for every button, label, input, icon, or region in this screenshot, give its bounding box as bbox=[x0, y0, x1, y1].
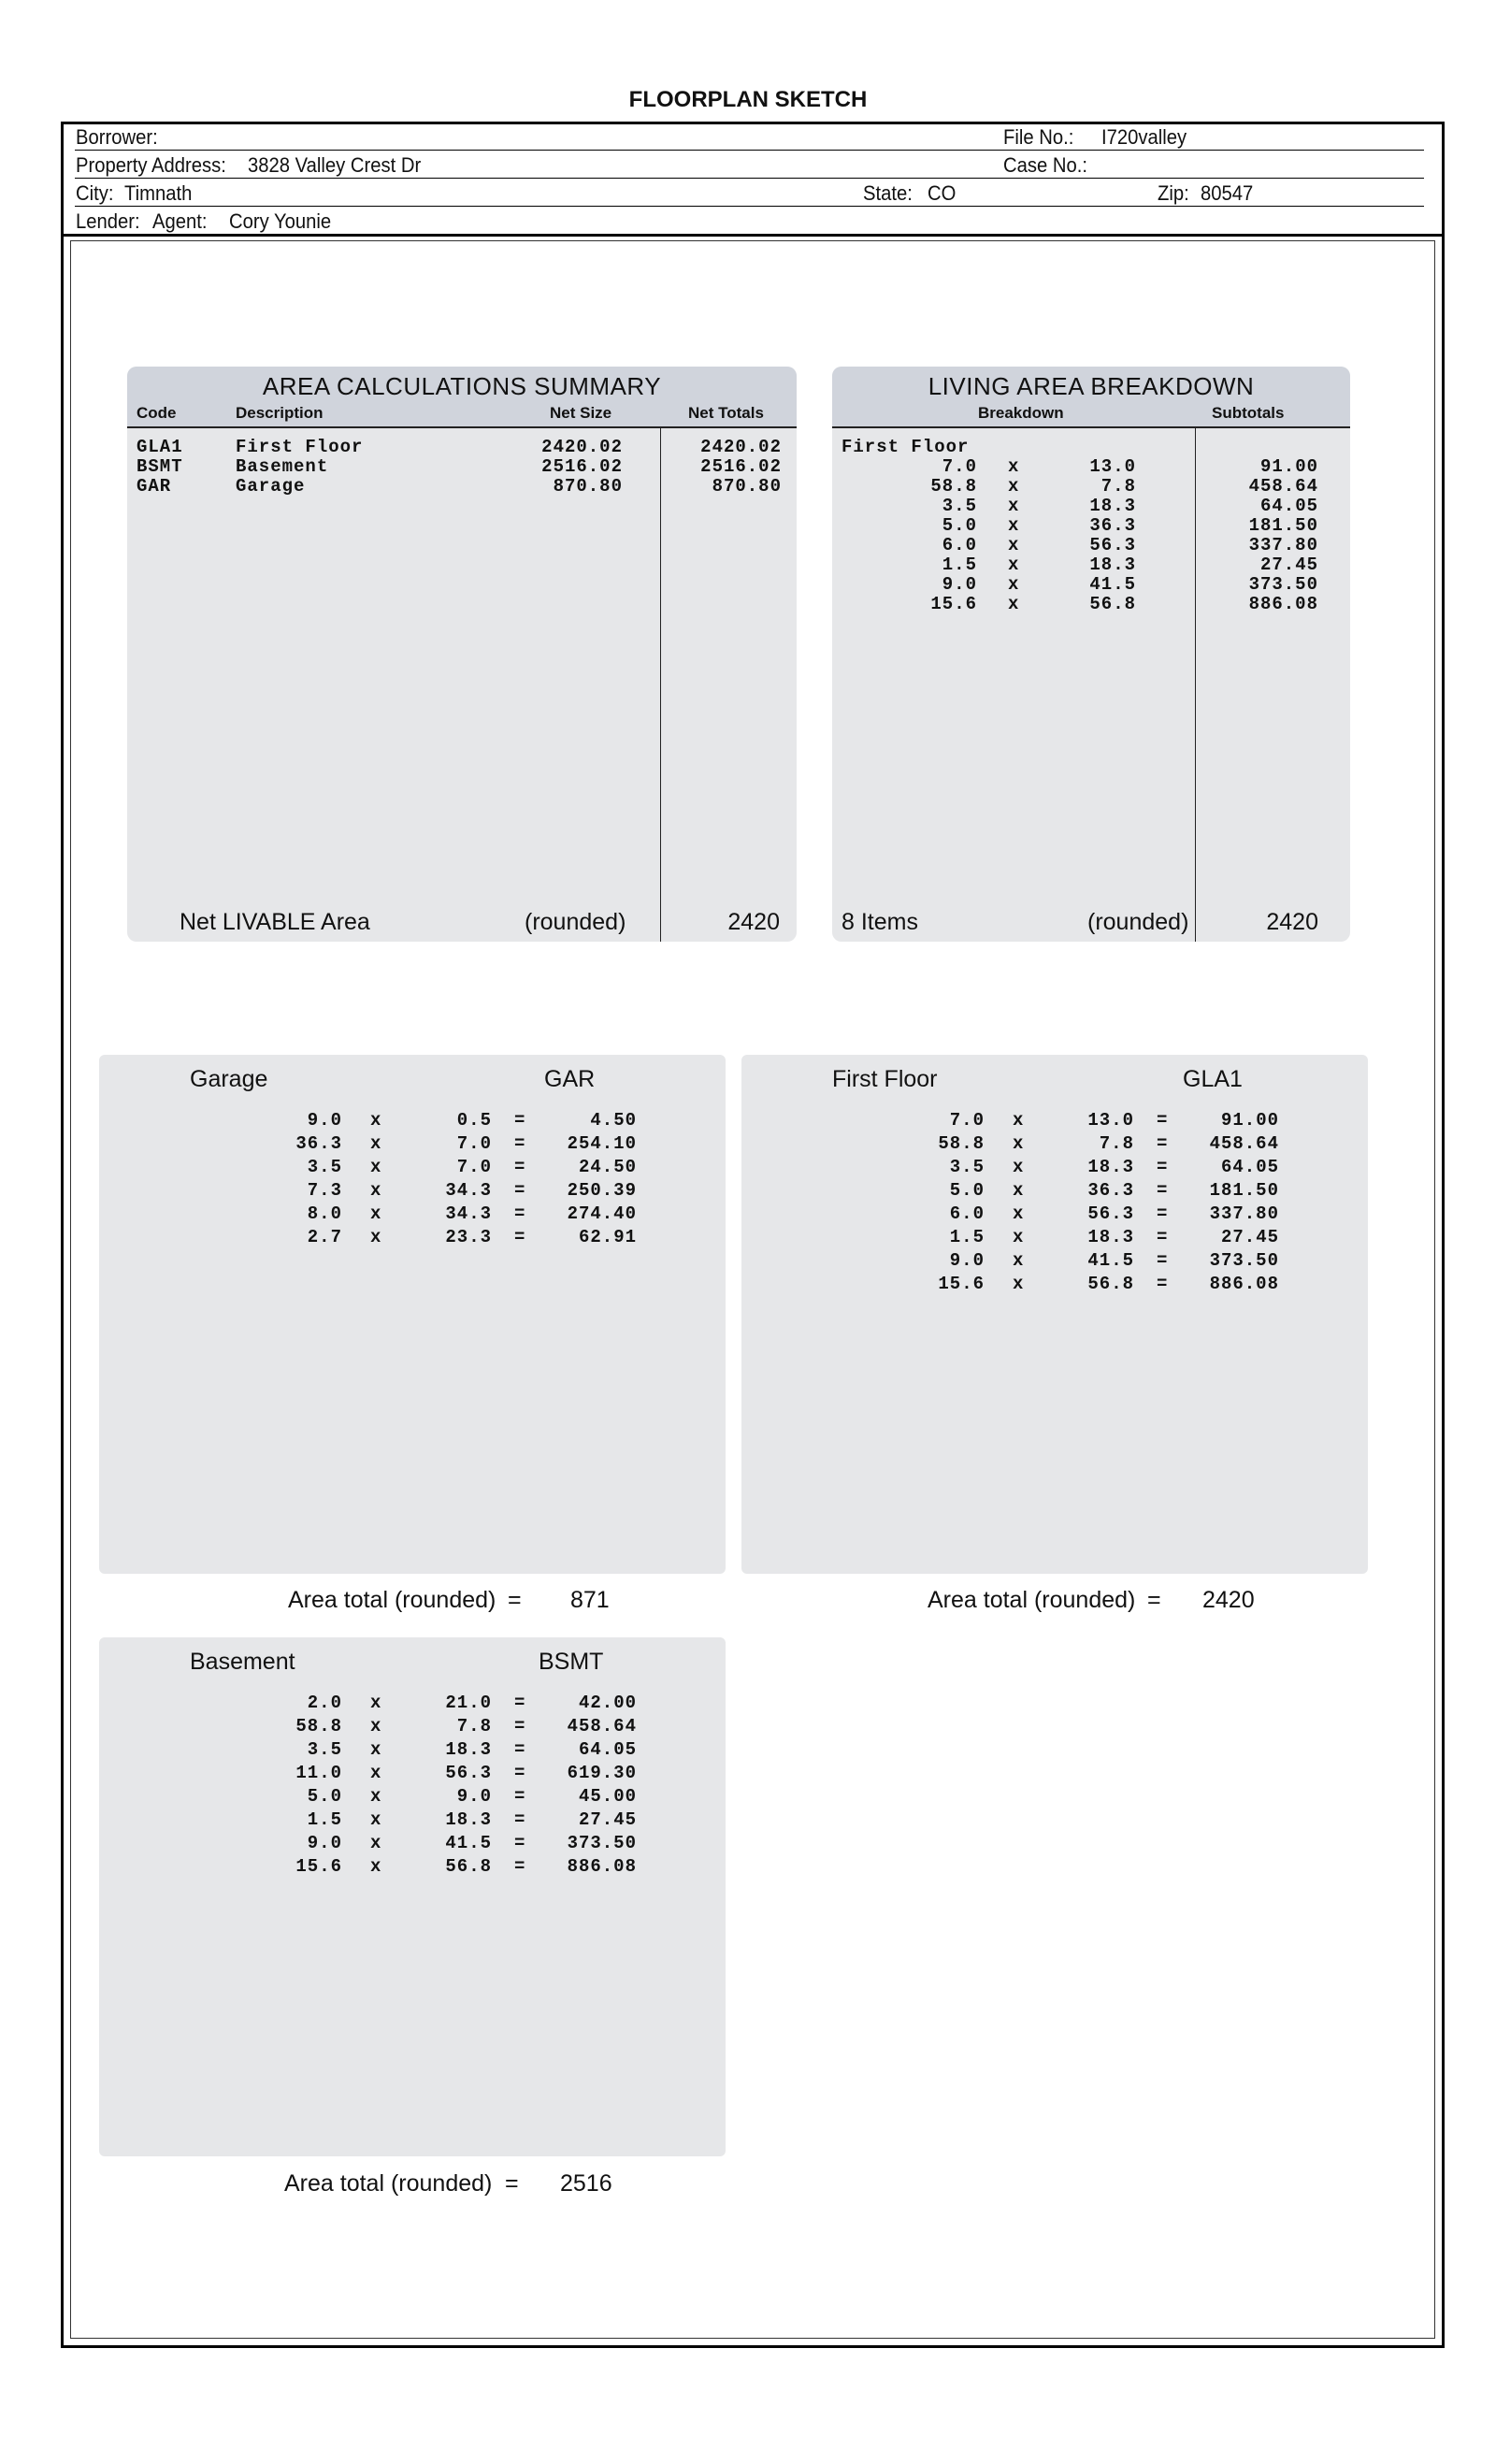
calc-equals: = bbox=[514, 1809, 526, 1830]
summary-row-net-size: 2516.02 bbox=[541, 456, 623, 477]
col-code: Code bbox=[137, 404, 177, 422]
calc-dim-b: 7.8 bbox=[1099, 1133, 1134, 1154]
calc-equals: = bbox=[514, 1203, 526, 1224]
breakdown-section-label: First Floor bbox=[842, 437, 970, 457]
col-net-totals: Net Totals bbox=[688, 404, 764, 422]
calc-times: x bbox=[1013, 1250, 1025, 1271]
calc-result: 64.05 bbox=[578, 1739, 637, 1760]
calc-equals: = bbox=[1157, 1274, 1169, 1294]
area-total-equals: = bbox=[508, 1587, 522, 1613]
calc-dim-a: 9.0 bbox=[307, 1833, 342, 1853]
calc-dim-a: 5.0 bbox=[949, 1180, 985, 1201]
breakdown-subtotal: 181.50 bbox=[1248, 515, 1318, 536]
calc-equals: = bbox=[514, 1716, 526, 1736]
breakdown-dim-a: 3.5 bbox=[942, 496, 977, 516]
summary-row-net-total: 2516.02 bbox=[700, 456, 782, 477]
calc-dim-a: 3.5 bbox=[949, 1157, 985, 1177]
area-total-equals: = bbox=[1147, 1587, 1161, 1613]
calc-equals: = bbox=[514, 1157, 526, 1177]
summary-row-net-size: 2420.02 bbox=[541, 437, 623, 457]
calc-dim-b: 9.0 bbox=[456, 1786, 492, 1807]
calc-dim-b: 7.0 bbox=[456, 1157, 492, 1177]
calc-result: 254.10 bbox=[567, 1133, 637, 1154]
file-no-label: File No.: bbox=[1003, 125, 1074, 149]
area-total-label: Area total (rounded) bbox=[284, 2170, 493, 2197]
lender-label: Lender: bbox=[76, 209, 140, 233]
header-rule bbox=[75, 178, 1424, 179]
calc-dim-a: 58.8 bbox=[295, 1716, 342, 1736]
breakdown-subtotal: 458.64 bbox=[1248, 476, 1318, 497]
calc-result: 62.91 bbox=[578, 1227, 637, 1247]
breakdown-times: x bbox=[1008, 476, 1020, 497]
calc-times: x bbox=[370, 1856, 382, 1877]
area-name: First Floor bbox=[832, 1066, 938, 1092]
calc-times: x bbox=[1013, 1133, 1025, 1154]
calc-times: x bbox=[370, 1180, 382, 1201]
breakdown-dim-a: 58.8 bbox=[930, 476, 977, 497]
calc-equals: = bbox=[1157, 1157, 1169, 1177]
panel-title: AREA CALCULATIONS SUMMARY bbox=[262, 372, 662, 400]
breakdown-dim-b: 18.3 bbox=[1089, 496, 1136, 516]
calc-dim-a: 36.3 bbox=[295, 1133, 342, 1154]
breakdown-times: x bbox=[1008, 555, 1020, 575]
breakdown-subtotal: 373.50 bbox=[1248, 574, 1318, 595]
calc-times: x bbox=[370, 1716, 382, 1736]
calc-times: x bbox=[1013, 1203, 1025, 1224]
breakdown-dim-b: 18.3 bbox=[1089, 555, 1136, 575]
calc-result: 64.05 bbox=[1220, 1157, 1279, 1177]
calc-dim-a: 5.0 bbox=[307, 1786, 342, 1807]
zip-label: Zip: bbox=[1158, 181, 1189, 205]
area-code: GAR bbox=[544, 1066, 596, 1092]
area-total-value: 2420 bbox=[1202, 1587, 1255, 1613]
breakdown-times: x bbox=[1008, 594, 1020, 614]
column-divider bbox=[1195, 426, 1196, 942]
calc-times: x bbox=[1013, 1110, 1025, 1131]
calc-equals: = bbox=[514, 1110, 526, 1131]
calc-dim-b: 56.3 bbox=[1087, 1203, 1134, 1224]
area-code: BSMT bbox=[539, 1649, 604, 1675]
header-rule bbox=[75, 150, 1424, 151]
calc-dim-b: 34.3 bbox=[445, 1203, 492, 1224]
rounded-label: (rounded) bbox=[525, 909, 626, 935]
calc-times: x bbox=[370, 1227, 382, 1247]
breakdown-dim-a: 9.0 bbox=[942, 574, 977, 595]
panel-header bbox=[127, 367, 797, 428]
page-title: FLOORPLAN SKETCH bbox=[628, 87, 868, 112]
breakdown-times: x bbox=[1008, 574, 1020, 595]
breakdown-times: x bbox=[1008, 496, 1020, 516]
calc-equals: = bbox=[514, 1227, 526, 1247]
header-bottom-rule bbox=[61, 234, 1442, 237]
calc-result: 91.00 bbox=[1220, 1110, 1279, 1131]
calc-dim-b: 18.3 bbox=[1087, 1157, 1134, 1177]
net-livable-label: Net LIVABLE Area bbox=[180, 909, 370, 935]
calc-dim-b: 18.3 bbox=[445, 1809, 492, 1830]
calc-dim-b: 41.5 bbox=[1087, 1250, 1134, 1271]
calc-times: x bbox=[370, 1786, 382, 1807]
calc-times: x bbox=[370, 1693, 382, 1713]
summary-row-net-total: 870.80 bbox=[712, 476, 782, 497]
breakdown-dim-a: 7.0 bbox=[942, 456, 977, 477]
address-value: 3828 Valley Crest Dr bbox=[248, 153, 422, 177]
panel-title: LIVING AREA BREAKDOWN bbox=[928, 372, 1255, 400]
calc-dim-b: 34.3 bbox=[445, 1180, 492, 1201]
calc-dim-a: 7.3 bbox=[307, 1180, 342, 1201]
calc-dim-a: 2.7 bbox=[307, 1227, 342, 1247]
calc-dim-b: 7.0 bbox=[456, 1133, 492, 1154]
net-livable-value: 2420 bbox=[727, 909, 780, 935]
calc-result: 886.08 bbox=[567, 1856, 637, 1877]
calc-dim-a: 7.0 bbox=[949, 1110, 985, 1131]
breakdown-subtotal: 337.80 bbox=[1248, 535, 1318, 555]
header-rule bbox=[75, 206, 1424, 207]
breakdown-subtotal: 91.00 bbox=[1259, 456, 1318, 477]
calc-dim-b: 18.3 bbox=[445, 1739, 492, 1760]
calc-result: 181.50 bbox=[1209, 1180, 1279, 1201]
area-name: Garage bbox=[190, 1066, 268, 1092]
summary-row-description: Basement bbox=[236, 456, 329, 477]
calc-equals: = bbox=[514, 1739, 526, 1760]
breakdown-dim-b: 36.3 bbox=[1089, 515, 1136, 536]
summary-row-code: GAR bbox=[137, 476, 172, 497]
col-breakdown: Breakdown bbox=[978, 404, 1064, 422]
state-value: CO bbox=[928, 181, 957, 205]
calc-result: 373.50 bbox=[1209, 1250, 1279, 1271]
calc-times: x bbox=[370, 1133, 382, 1154]
summary-row-description: Garage bbox=[236, 476, 306, 497]
calc-times: x bbox=[370, 1739, 382, 1760]
calc-equals: = bbox=[514, 1856, 526, 1877]
breakdown-dim-a: 15.6 bbox=[930, 594, 977, 614]
calc-dim-a: 3.5 bbox=[307, 1739, 342, 1760]
calc-result: 250.39 bbox=[567, 1180, 637, 1201]
calc-equals: = bbox=[1157, 1180, 1169, 1201]
col-description: Description bbox=[236, 404, 324, 422]
calc-equals: = bbox=[514, 1693, 526, 1713]
calc-times: x bbox=[1013, 1227, 1025, 1247]
column-divider bbox=[660, 426, 661, 942]
breakdown-subtotal: 886.08 bbox=[1248, 594, 1318, 614]
calc-dim-a: 1.5 bbox=[949, 1227, 985, 1247]
basement-area-box bbox=[99, 1637, 726, 2156]
calc-dim-a: 2.0 bbox=[307, 1693, 342, 1713]
first-floor-area-box bbox=[741, 1055, 1368, 1574]
calc-dim-b: 56.8 bbox=[1087, 1274, 1134, 1294]
rounded-label: (rounded) bbox=[1087, 909, 1189, 935]
calc-result: 42.00 bbox=[578, 1693, 637, 1713]
breakdown-dim-b: 41.5 bbox=[1089, 574, 1136, 595]
panel-header bbox=[832, 367, 1350, 428]
city-label: City: bbox=[76, 181, 114, 205]
calc-result: 373.50 bbox=[567, 1833, 637, 1853]
calc-dim-a: 15.6 bbox=[938, 1274, 985, 1294]
breakdown-subtotal: 64.05 bbox=[1259, 496, 1318, 516]
col-net-size: Net Size bbox=[550, 404, 612, 422]
calc-equals: = bbox=[514, 1763, 526, 1783]
calc-times: x bbox=[370, 1763, 382, 1783]
calc-result: 337.80 bbox=[1209, 1203, 1279, 1224]
calc-times: x bbox=[370, 1809, 382, 1830]
breakdown-dim-b: 13.0 bbox=[1089, 456, 1136, 477]
calc-dim-b: 21.0 bbox=[445, 1693, 492, 1713]
calc-equals: = bbox=[514, 1833, 526, 1853]
area-code: GLA1 bbox=[1183, 1066, 1243, 1092]
living-total-value: 2420 bbox=[1266, 909, 1318, 935]
calc-times: x bbox=[370, 1157, 382, 1177]
living-breakdown-panel bbox=[832, 367, 1350, 942]
zip-value: 80547 bbox=[1201, 181, 1254, 205]
breakdown-dim-a: 1.5 bbox=[942, 555, 977, 575]
area-name: Basement bbox=[190, 1649, 295, 1675]
summary-row-description: First Floor bbox=[236, 437, 364, 457]
summary-row-net-total: 2420.02 bbox=[700, 437, 782, 457]
calc-result: 27.45 bbox=[1220, 1227, 1279, 1247]
calc-equals: = bbox=[1157, 1133, 1169, 1154]
col-subtotals: Subtotals bbox=[1212, 404, 1285, 422]
breakdown-dim-a: 5.0 bbox=[942, 515, 977, 536]
city-value: Timnath bbox=[124, 181, 193, 205]
breakdown-subtotal: 27.45 bbox=[1259, 555, 1318, 575]
calc-result: 24.50 bbox=[578, 1157, 637, 1177]
calc-dim-b: 18.3 bbox=[1087, 1227, 1134, 1247]
breakdown-times: x bbox=[1008, 535, 1020, 555]
calc-dim-a: 1.5 bbox=[307, 1809, 342, 1830]
breakdown-dim-a: 6.0 bbox=[942, 535, 977, 555]
borrower-label: Borrower: bbox=[76, 125, 158, 149]
calc-result: 27.45 bbox=[578, 1809, 637, 1830]
calc-equals: = bbox=[1157, 1203, 1169, 1224]
calc-equals: = bbox=[514, 1133, 526, 1154]
garage-area-box bbox=[99, 1055, 726, 1574]
calc-times: x bbox=[1013, 1180, 1025, 1201]
breakdown-dim-b: 56.8 bbox=[1089, 594, 1136, 614]
items-count: 8 Items bbox=[842, 909, 918, 935]
calc-result: 45.00 bbox=[578, 1786, 637, 1807]
calc-dim-b: 13.0 bbox=[1087, 1110, 1134, 1131]
summary-row-code: BSMT bbox=[137, 456, 183, 477]
calc-dim-a: 58.8 bbox=[938, 1133, 985, 1154]
calc-dim-b: 36.3 bbox=[1087, 1180, 1134, 1201]
calc-result: 619.30 bbox=[567, 1763, 637, 1783]
calc-dim-a: 15.6 bbox=[295, 1856, 342, 1877]
calc-equals: = bbox=[1157, 1250, 1169, 1271]
calc-times: x bbox=[370, 1203, 382, 1224]
agent-label: Agent: bbox=[152, 209, 208, 233]
area-total-label: Area total (rounded) bbox=[928, 1587, 1136, 1613]
calc-dim-a: 9.0 bbox=[307, 1110, 342, 1131]
calc-dim-b: 23.3 bbox=[445, 1227, 492, 1247]
calc-dim-a: 9.0 bbox=[949, 1250, 985, 1271]
agent-value: Cory Younie bbox=[229, 209, 332, 233]
calc-dim-b: 56.3 bbox=[445, 1763, 492, 1783]
calc-dim-b: 7.8 bbox=[456, 1716, 492, 1736]
summary-row-net-size: 870.80 bbox=[553, 476, 623, 497]
calc-result: 274.40 bbox=[567, 1203, 637, 1224]
calc-result: 4.50 bbox=[590, 1110, 637, 1131]
area-total-label: Area total (rounded) bbox=[288, 1587, 496, 1613]
calc-result: 886.08 bbox=[1209, 1274, 1279, 1294]
file-no-value: I720valley bbox=[1101, 125, 1187, 149]
area-summary-panel bbox=[127, 367, 797, 942]
calc-dim-b: 56.8 bbox=[445, 1856, 492, 1877]
state-label: State: bbox=[863, 181, 913, 205]
summary-row-code: GLA1 bbox=[137, 437, 183, 457]
calc-equals: = bbox=[1157, 1110, 1169, 1131]
calc-dim-b: 0.5 bbox=[456, 1110, 492, 1131]
calc-dim-a: 6.0 bbox=[949, 1203, 985, 1224]
calc-equals: = bbox=[514, 1180, 526, 1201]
area-total-value: 871 bbox=[570, 1587, 610, 1613]
calc-equals: = bbox=[1157, 1227, 1169, 1247]
breakdown-times: x bbox=[1008, 456, 1020, 477]
calc-result: 458.64 bbox=[1209, 1133, 1279, 1154]
calc-dim-a: 11.0 bbox=[295, 1763, 342, 1783]
calc-dim-a: 3.5 bbox=[307, 1157, 342, 1177]
calc-dim-a: 8.0 bbox=[307, 1203, 342, 1224]
case-no-label: Case No.: bbox=[1003, 153, 1088, 177]
calc-dim-b: 41.5 bbox=[445, 1833, 492, 1853]
calc-times: x bbox=[370, 1110, 382, 1131]
breakdown-dim-b: 56.3 bbox=[1089, 535, 1136, 555]
breakdown-times: x bbox=[1008, 515, 1020, 536]
calc-result: 458.64 bbox=[567, 1716, 637, 1736]
calc-times: x bbox=[1013, 1274, 1025, 1294]
address-label: Property Address: bbox=[76, 153, 226, 177]
calc-equals: = bbox=[514, 1786, 526, 1807]
calc-times: x bbox=[370, 1833, 382, 1853]
area-total-value: 2516 bbox=[560, 2170, 612, 2197]
breakdown-dim-b: 7.8 bbox=[1100, 476, 1136, 497]
calc-times: x bbox=[1013, 1157, 1025, 1177]
area-total-equals: = bbox=[505, 2170, 519, 2197]
